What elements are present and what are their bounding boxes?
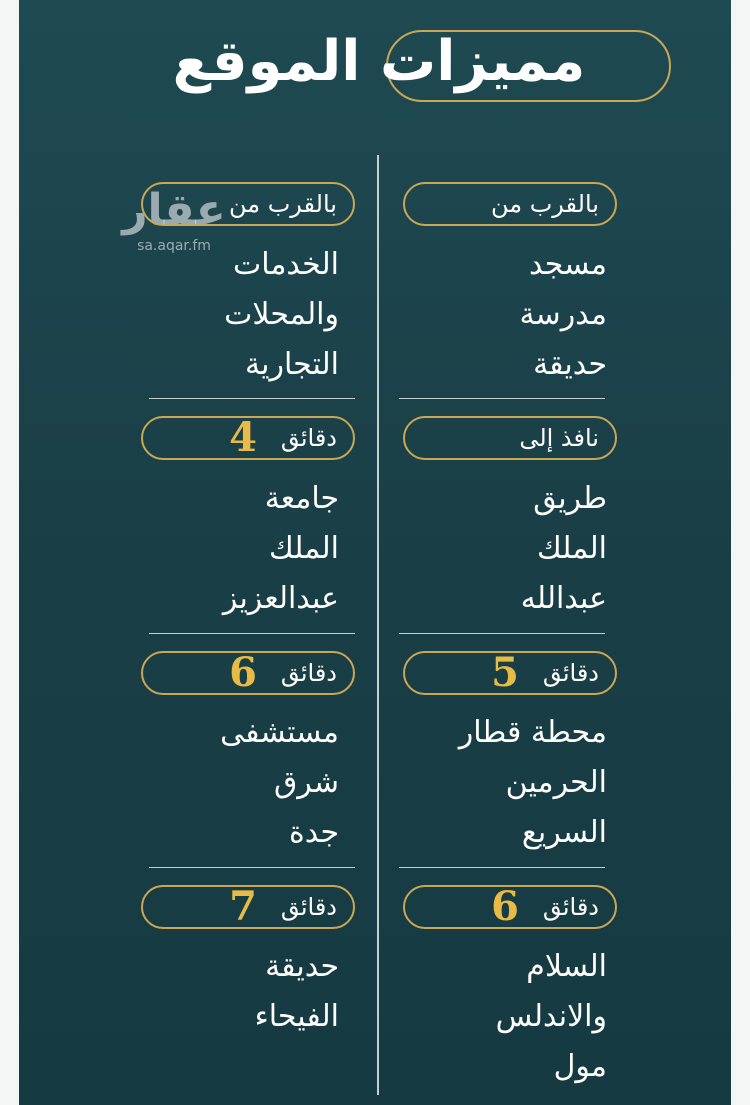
section-divider-right-2 xyxy=(399,633,605,634)
minutes-number: 4 xyxy=(229,414,257,461)
list-item: الملك xyxy=(268,531,339,566)
list-item: الخدمات xyxy=(232,247,339,282)
feature-list-left-2 xyxy=(119,474,339,624)
feature-list-left-3 xyxy=(119,708,339,858)
feature-pill-right-3 xyxy=(403,651,617,695)
feature-list-left-4 xyxy=(119,942,339,1042)
list-item: والاندلس xyxy=(495,999,607,1034)
feature-pill-left-2 xyxy=(141,416,355,460)
section-divider-right-1 xyxy=(399,398,605,399)
list-item: طريق xyxy=(533,481,607,516)
pill-label: نافذ إلى xyxy=(519,424,599,452)
section-divider-left-2 xyxy=(149,633,355,634)
list-item: مسجد xyxy=(529,247,607,282)
list-item: والمحلات xyxy=(224,297,339,332)
minutes-number: 6 xyxy=(491,883,519,930)
feature-pill-left-3 xyxy=(141,651,355,695)
feature-pill-left-4 xyxy=(141,885,355,929)
list-item: جدة xyxy=(288,815,339,850)
list-item: محطة قطار xyxy=(458,715,607,750)
pill-label: دقائق xyxy=(280,424,337,452)
section-divider-left-3 xyxy=(149,867,355,868)
list-item: عبدالعزيز xyxy=(222,581,339,616)
list-item: مدرسة xyxy=(519,297,607,332)
feature-pill-right-1 xyxy=(403,182,617,226)
list-item: مول xyxy=(553,1049,607,1084)
page-title: مميزات الموقع xyxy=(172,29,586,94)
list-item: الفيحاء xyxy=(254,999,339,1034)
pill-label: دقائق xyxy=(542,893,599,921)
feature-pill-right-2 xyxy=(403,416,617,460)
minutes-number: 6 xyxy=(229,649,257,696)
section-divider-left-1 xyxy=(149,398,355,399)
list-item: الملك xyxy=(536,531,607,566)
watermark-url: sa.aqar.fm xyxy=(137,238,211,254)
feature-list-right-1 xyxy=(387,240,607,390)
minutes-number: 7 xyxy=(229,883,257,930)
list-item: حديقة xyxy=(533,347,607,382)
column-divider xyxy=(377,155,379,1095)
list-item: مستشفى xyxy=(220,715,339,750)
feature-pill-left-1 xyxy=(141,182,355,226)
feature-list-right-4 xyxy=(387,942,607,1092)
watermark-brand: عقار xyxy=(122,185,226,236)
feature-list-right-2 xyxy=(387,474,607,624)
list-item: شرق xyxy=(274,765,339,800)
feature-pill-right-4 xyxy=(403,885,617,929)
list-item: عبدالله xyxy=(520,581,607,616)
list-item: الحرمين xyxy=(505,765,607,800)
feature-list-right-3 xyxy=(387,708,607,858)
poster xyxy=(19,0,731,1105)
feature-list-left-1 xyxy=(119,240,339,390)
pill-label: دقائق xyxy=(280,659,337,687)
pill-label: بالقرب من xyxy=(490,190,599,218)
minutes-number: 5 xyxy=(491,649,519,696)
list-item: التجارية xyxy=(245,347,339,382)
pill-label: دقائق xyxy=(542,659,599,687)
section-divider-right-3 xyxy=(399,867,605,868)
list-item: السريع xyxy=(521,815,607,850)
pill-label: بالقرب من xyxy=(228,190,337,218)
pill-label: دقائق xyxy=(280,893,337,921)
list-item: السلام xyxy=(526,949,607,984)
list-item: جامعة xyxy=(264,481,339,516)
list-item: حديقة xyxy=(265,949,339,984)
